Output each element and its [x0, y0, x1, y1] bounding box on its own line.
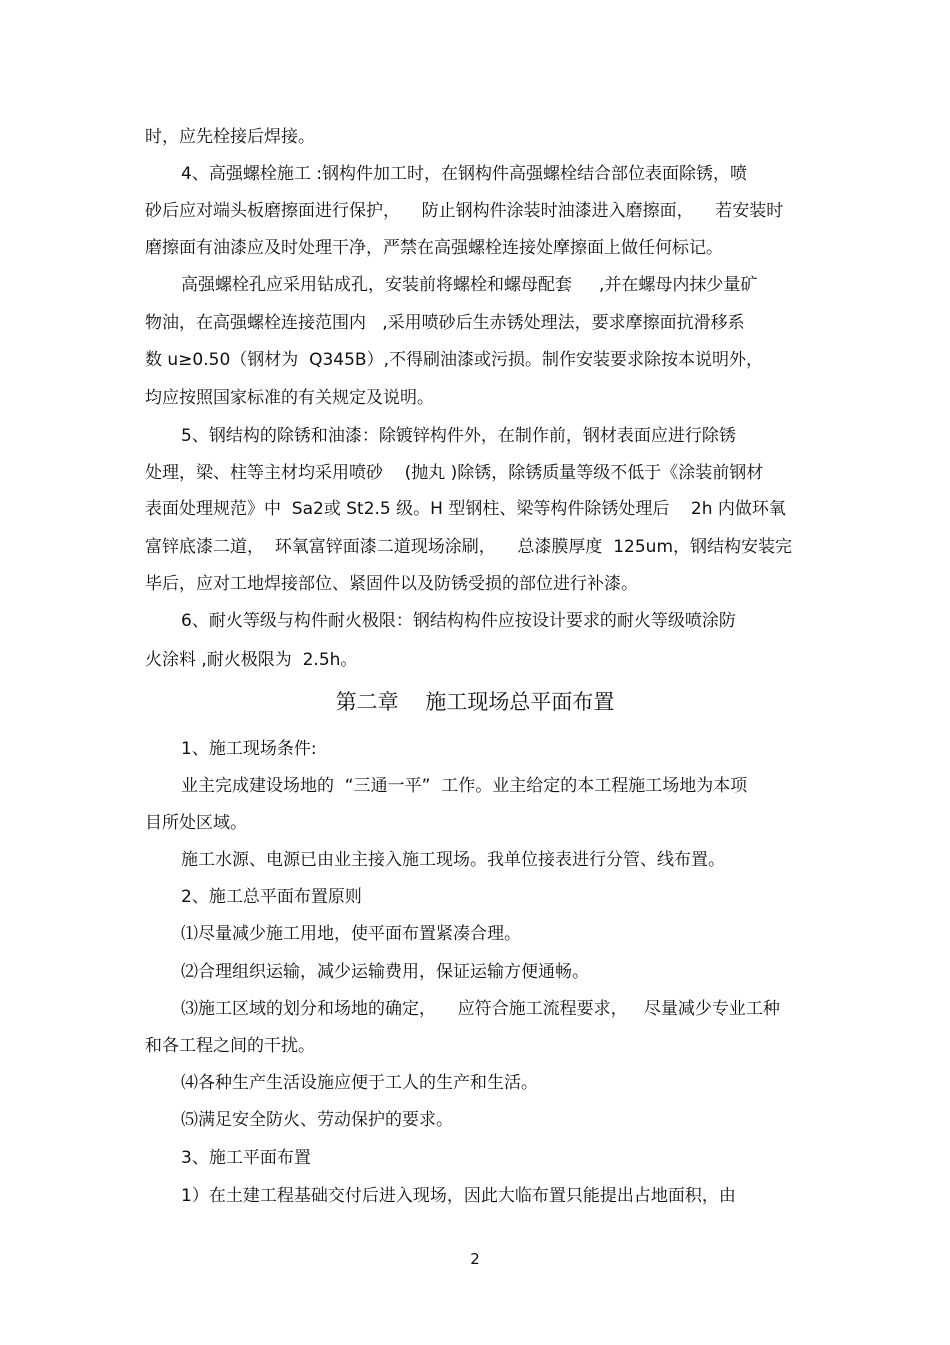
text-line: 数 u≥0.50（钢材为 Q345B）,不得刷油漆或污损。制作安装要求除按本说明外， [145, 350, 763, 370]
page-number: 2 [470, 1250, 480, 1268]
text-line: 业主完成建设场地的 “三通一平” 工作。业主给定的本工程施工场地为本项 [181, 776, 748, 796]
text-line: ⑷各种生产生活设施应便于工人的生产和生活。 [181, 1073, 538, 1093]
text-line: ⑵合理组织运输，减少运输费用，保证运输方便通畅。 [181, 962, 589, 982]
text-line: 和各工程之间的干扰。 [145, 1036, 315, 1056]
text-line: 1、施工现场条件: [181, 739, 317, 759]
text-line: 毕后，应对工地焊接部位、紧固件以及防锈受损的部位进行补漆。 [145, 574, 638, 594]
text-line: 1）在土建工程基础交付后进入现场，因此大临布置只能提出占地面积，由 [181, 1186, 736, 1206]
text-line: 表面处理规范》中 Sa2或 St2.5 级。H 型钢柱、梁等构件除锈处理后 2h 内做环氧 [145, 499, 786, 519]
text-line: 4、高强螺栓施工 :钢构件加工时，在钢构件高强螺栓结合部位表面除锈，喷 [181, 164, 747, 184]
text-line: 物油，在高强螺栓连接范围内 ,采用喷砂后生赤锈处理法，要求摩擦面抗滑移系 [145, 313, 745, 333]
text-line: 均应按照国家标准的有关规定及说明。 [145, 388, 434, 408]
text-line: 富锌底漆二道， 环氧富锌面漆二道现场涂刷， 总漆膜厚度 125um，钢结构安装完 [145, 537, 793, 557]
text-line: 时，应先栓接后焊接。 [145, 127, 315, 147]
text-line: 5、钢结构的除锈和油漆：除镀锌构件外，在制作前，钢材表面应进行除锈 [181, 426, 736, 446]
text-line: 目所处区域。 [145, 813, 247, 833]
text-line: 火涂料 ,耐火极限为 2.5h。 [145, 650, 358, 670]
text-line: ⑴尽量减少施工用地，使平面布置紧凑合理。 [181, 924, 521, 944]
text-line: 砂后应对端头板磨擦面进行保护， 防止钢构件涂装时油漆进入磨擦面， 若安装时 [145, 201, 784, 221]
text-line: 2、施工总平面布置原则 [181, 887, 362, 907]
text-line: 磨擦面有油漆应及时处理干净，严禁在高强螺栓连接处摩擦面上做任何标记。 [145, 238, 723, 258]
text-line: 高强螺栓孔应采用钻成孔，安装前将螺栓和螺母配套 ,并在螺母内抹少量矿 [181, 275, 758, 295]
text-line: 6、耐火等级与构件耐火极限：钢结构构件应按设计要求的耐火等级喷涂防 [181, 611, 736, 631]
chapter-heading: 第二章 施工现场总平面布置 [335, 690, 615, 714]
text-line: ⑸满足安全防火、劳动保护的要求。 [181, 1110, 453, 1130]
text-line: 施工水源、电源已由业主接入施工现场。我单位接表进行分管、线布置。 [181, 850, 725, 870]
text-line: 处理，梁、柱等主材均采用喷砂 (抛丸 )除锈，除锈质量等级不低于《涂装前钢材 [145, 463, 764, 483]
text-line: ⑶施工区域的划分和场地的确定， 应符合施工流程要求， 尽量减少专业工种 [181, 999, 780, 1019]
text-line: 3、施工平面布置 [181, 1148, 311, 1168]
